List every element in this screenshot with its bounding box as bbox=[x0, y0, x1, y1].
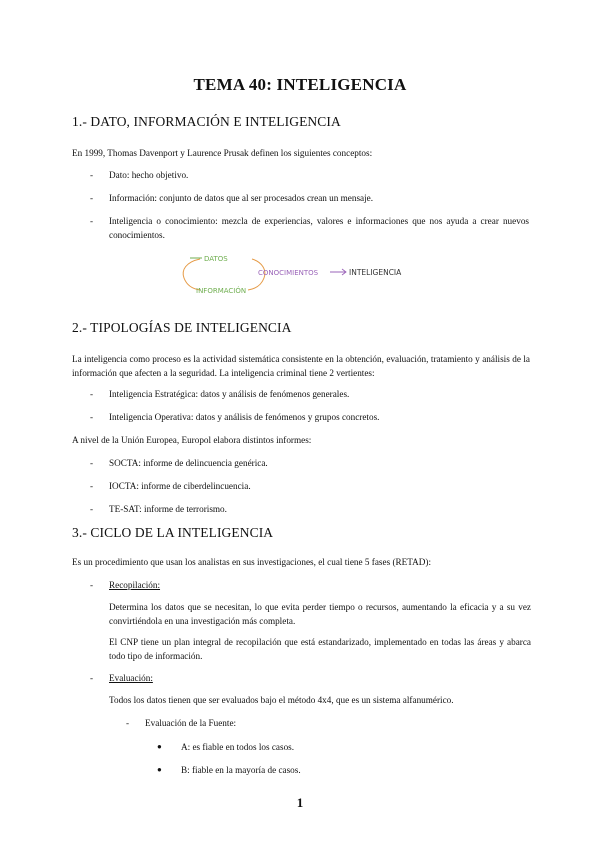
dash-marker: - bbox=[90, 216, 94, 226]
section1-intro: En 1999, Thomas Davenport y Laurence Prusak definen los siguientes conceptos: bbox=[72, 148, 373, 158]
sketch-label-conocimiento: CONOCIMIENTOS bbox=[258, 269, 319, 277]
list-item-text: B: fiable en la mayoría de casos. bbox=[181, 765, 301, 775]
page-title: TEMA 40: INTELIGENCIA bbox=[193, 75, 407, 94]
dash-marker: - bbox=[90, 504, 94, 514]
list-item-text: Inteligencia Operativa: datos y análisis de fenómenos y grupos concretos. bbox=[109, 412, 380, 422]
bullet-icon: ● bbox=[157, 765, 162, 774]
bullet-icon: ● bbox=[157, 742, 162, 751]
sketch-label-dato: DATOS bbox=[204, 255, 228, 263]
list-item bbox=[90, 168, 529, 182]
list-item bbox=[90, 387, 529, 401]
list-item-text: TE-SAT: informe de terrorismo. bbox=[109, 504, 227, 514]
list-item bbox=[90, 479, 529, 493]
sketch-label-informacion: INFORMACIÓN bbox=[196, 287, 247, 295]
list-item-text: A: es fiable en todos los casos. bbox=[181, 742, 295, 752]
evaluacion-p1: Todos los datos tienen que ser evaluados bajo el método 4x4, que es un sistema alfanumérico. bbox=[109, 695, 454, 705]
list-item-text: Inteligencia o conocimiento: mezcla de experiencias, valores e informaciones que nos ayuda a crear nuevos conocimientos. bbox=[109, 216, 529, 240]
list-item bbox=[157, 740, 521, 754]
list-item bbox=[90, 191, 529, 205]
phase-label-evaluacion: Evaluación: bbox=[109, 673, 153, 683]
concept-sketch bbox=[178, 246, 418, 298]
section2-para2: A nivel de la Unión Europea, Europol elabora distintos informes: bbox=[72, 435, 312, 445]
list-item bbox=[90, 214, 529, 242]
list-item bbox=[90, 410, 529, 424]
section3-intro: Es un procedimiento que usan los analistas en sus investigaciones, el cual tiene 5 fases (RETAD): bbox=[72, 557, 432, 567]
page-number: 1 bbox=[296, 795, 304, 810]
list-item-text: Evaluación de la Fuente: bbox=[145, 718, 237, 728]
list-item bbox=[90, 456, 529, 470]
list-item bbox=[157, 763, 521, 777]
dash-marker: - bbox=[90, 673, 94, 683]
dash-marker: - bbox=[90, 580, 94, 590]
list-item bbox=[90, 502, 529, 516]
section2-para: La inteligencia como proceso es la actividad sistemática consistente en la obtención, evaluación, tratamiento y análisis de la información que afecten a la seguridad. La inteligencia criminal tiene 2 vertientes: bbox=[72, 354, 530, 378]
dash-marker: - bbox=[126, 718, 130, 728]
list-item-text: Información: conjunto de datos que al ser procesados crean un mensaje. bbox=[109, 193, 374, 203]
sketch-label-inteligencia: INTELIGENCIA bbox=[349, 268, 402, 277]
list-item bbox=[126, 716, 525, 730]
section-heading-1: 1.- DATO, INFORMACIÓN E INTELIGENCIA bbox=[72, 114, 341, 129]
dash-marker: - bbox=[90, 481, 94, 491]
dash-marker: - bbox=[90, 412, 94, 422]
arrow-icon bbox=[330, 269, 346, 275]
list-item-text: Inteligencia Estratégica: datos y análisis de fenómenos generales. bbox=[109, 389, 350, 399]
dash-marker: - bbox=[90, 458, 94, 468]
list-item-text: IOCTA: informe de ciberdelincuencia. bbox=[109, 481, 251, 491]
sketch-bracket-left bbox=[183, 259, 200, 290]
list-item bbox=[90, 578, 529, 592]
list-item-text: SOCTA: informe de delincuencia genérica. bbox=[109, 458, 268, 468]
phase-label-recopilacion: Recopilación: bbox=[109, 580, 161, 590]
dash-marker: - bbox=[90, 170, 94, 180]
recopilacion-p1: Determina los datos que se necesitan, lo que evita perder tiempo o recursos, aumentando la eficacia y a su vez convirtiéndola en una investigación más completa. bbox=[109, 602, 531, 626]
list-item bbox=[90, 671, 529, 685]
recopilacion-p2: El CNP tiene un plan integral de recopilación que está estandarizado, implementado en todas las áreas y abarca todo tipo de información. bbox=[109, 637, 531, 661]
list-item-text: Dato: hecho objetivo. bbox=[109, 170, 189, 180]
dash-marker: - bbox=[90, 193, 94, 203]
section-heading-3: 3.- CICLO DE LA INTELIGENCIA bbox=[72, 525, 274, 540]
section-heading-2: 2.- TIPOLOGÍAS DE INTELIGENCIA bbox=[72, 320, 292, 335]
dash-marker: - bbox=[90, 389, 94, 399]
